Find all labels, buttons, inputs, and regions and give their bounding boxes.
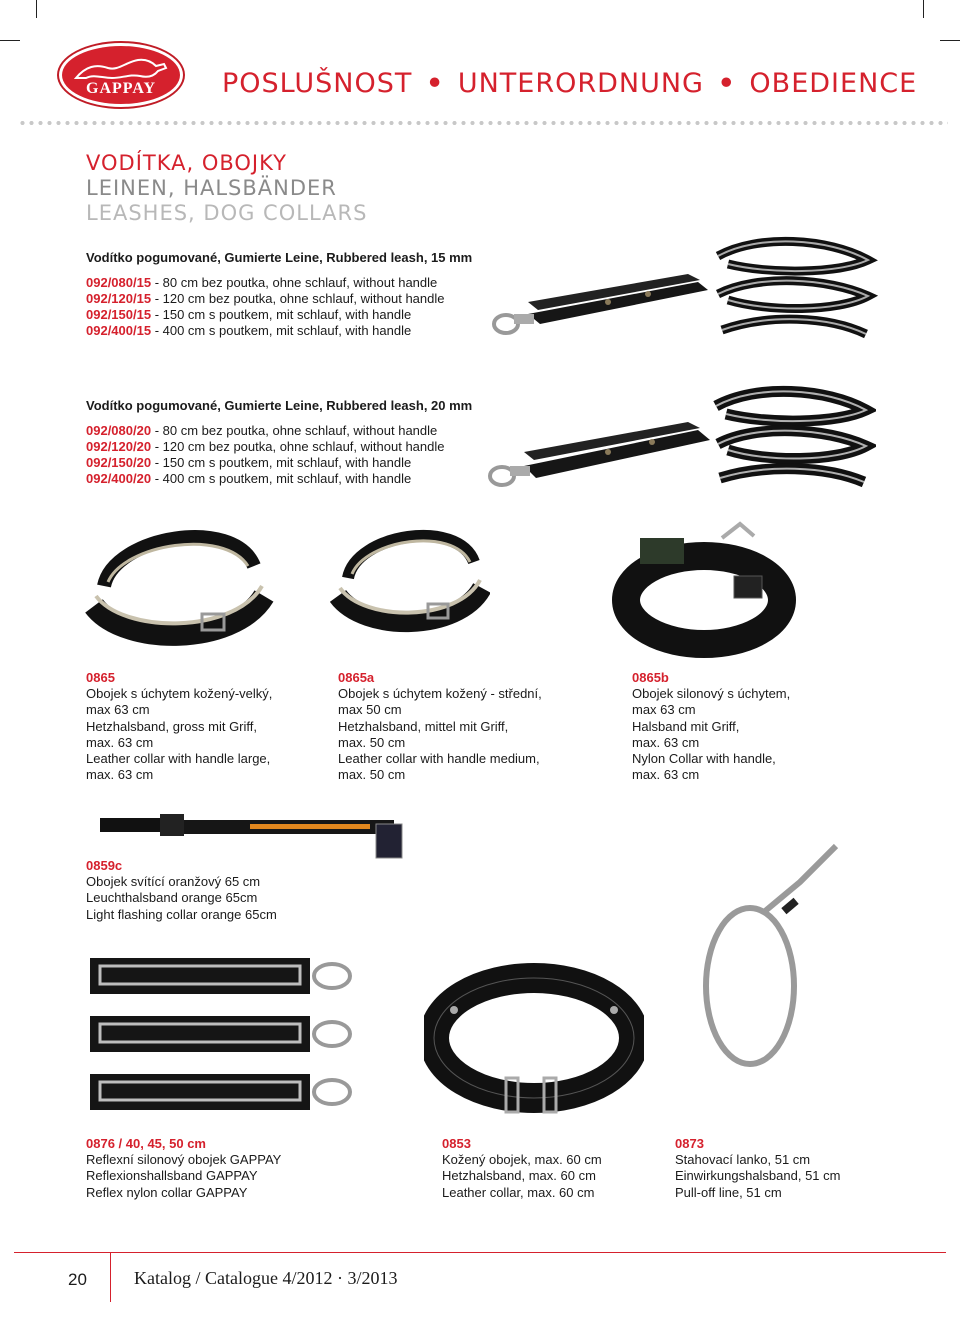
footer-vertical-divider [110,1252,111,1302]
product-line: Leather collar with handle large, [86,751,271,767]
flashing-collar-photo [100,806,418,866]
product-code: 0865 [86,670,115,685]
page-title [222,68,917,99]
rolled-leash-photo [708,234,878,348]
collar-0865-photo [84,516,274,656]
page-number: 20 [68,1270,87,1289]
crop-mark [940,40,960,41]
product-line: Leather collar, max. 60 cm [442,1184,595,1200]
product-line: Einwirkungshalsband, 51 cm [675,1168,841,1184]
product-line: Obojek s úchytem kožený-velký, [86,686,273,702]
list-item: 092/120/20 - 120 cm bez poutka, ohne schlauf, without handle [86,439,445,454]
product-line: Reflexní silonový obojek GAPPAY [86,1152,282,1168]
title-part-en: OBEDIENCE [749,68,918,99]
product-0873 [675,1136,840,1201]
title-separator: • [425,68,445,99]
product-line: Leather collar with handle medium, [338,751,540,767]
title-part-de: UNTERORDNUNG [457,68,704,99]
list-item: 092/080/15 - 80 cm bez poutka, ohne schlauf, without handle [86,275,438,290]
title-separator: • [717,68,736,99]
product-line: max. 63 cm [632,734,700,750]
product-0859c [86,858,277,923]
section-heading-en: LEASHES, DOG COLLARS [86,201,368,225]
product-line: Obojek svítící oranžový 65 cm [86,874,261,890]
product-0865 [86,670,272,783]
product-line: Stahovací lanko, 51 cm [675,1152,811,1168]
list-item: 092/150/15 - 150 cm s poutkem, mit schlauf, with handle [86,307,412,322]
catalogue-label: Katalog / Catalogue 4/2012 · 3/2013 [134,1268,398,1288]
product-code: 0865b [632,670,669,685]
logo-text: GAPPAY [86,80,156,97]
product-line: max. 63 cm [86,734,154,750]
reflex-collars-photo [86,954,364,1122]
product-line: Hetzhalsband, max. 60 cm [442,1168,596,1184]
product-code: 0865a [338,670,375,685]
dotted-divider [18,120,948,126]
pull-off-line-photo [686,816,866,1076]
product-line: max. 63 cm [632,767,700,783]
list-item: 092/080/20 - 80 cm bez poutka, ohne schlauf, without handle [86,423,438,438]
list-item: 092/400/20 - 400 cm s poutkem, mit schlauf, with handle [86,471,412,486]
product-line: Nylon Collar with handle, [632,751,776,767]
product-0865a [338,670,542,783]
collar-0865a-photo [330,516,490,642]
product-line: Reflexionshallsband GAPPAY [86,1168,258,1184]
product-line: Pull-off line, 51 cm [675,1184,782,1200]
crop-mark [0,40,20,41]
product-line: max. 50 cm [338,767,406,783]
product-line: Obojek s úchytem kožený - střední, [338,686,542,702]
product-line: Hetzhalsband, mittel mit Griff, [338,718,509,734]
section-heading-de: LEINEN, HALSBÄNDER [86,176,337,200]
footer-divider [14,1252,946,1253]
title-part-cz: POSLUŠNOST [222,68,413,99]
product-line: max 63 cm [632,702,696,718]
section-heading-cz: VODÍTKA, OBOJKY [86,151,287,175]
product-code: 0853 [442,1136,471,1151]
product-line: max. 50 cm [338,734,406,750]
product-0853 [442,1136,602,1201]
leash-15-title: Vodítko pogumované, Gumierte Leine, Rubbered leash, 15 mm [86,250,473,265]
product-code: 0873 [675,1136,704,1151]
leather-collar-0853-photo [424,960,644,1116]
leash-15-block [86,250,472,339]
product-code: 0876 / 40, 45, 50 cm [86,1136,206,1151]
product-line: Halsband mit Griff, [632,718,740,734]
leash-20-title: Vodítko pogumované, Gumierte Leine, Rubbered leash, 20 mm [86,398,473,413]
product-line: max 63 cm [86,702,150,718]
product-code: 0859c [86,858,123,873]
list-item: 092/150/20 - 150 cm s poutkem, mit schlauf, with handle [86,455,412,470]
rolled-leash-photo-20 [706,384,876,494]
product-line: Obojek silonový s úchytem, [632,686,791,702]
product-line: max. 63 cm [86,767,154,783]
crop-mark [36,0,37,18]
product-line: Kožený obojek, max. 60 cm [442,1152,602,1168]
leash-20-block [86,398,472,487]
product-line: max 50 cm [338,702,402,718]
product-line: Reflex nylon collar GAPPAY [86,1184,248,1200]
product-0876 [86,1136,281,1201]
leash-clip-photo-20 [484,412,720,492]
collar-0865b-photo [610,520,796,660]
leash-clip-photo [488,262,718,342]
list-item: 092/120/15 - 120 cm bez poutka, ohne schlauf, without handle [86,291,445,306]
dog-silhouette-icon [72,56,170,82]
crop-mark [923,0,924,18]
product-line: Leuchthalsband orange 65cm [86,890,258,906]
product-0865b [632,670,790,783]
product-line: Light flashing collar orange 65cm [86,906,277,922]
product-line: Hetzhalsband, gross mit Griff, [86,718,257,734]
list-item: 092/400/15 - 400 cm s poutkem, mit schlauf, with handle [86,323,412,338]
gappay-logo [62,46,180,104]
